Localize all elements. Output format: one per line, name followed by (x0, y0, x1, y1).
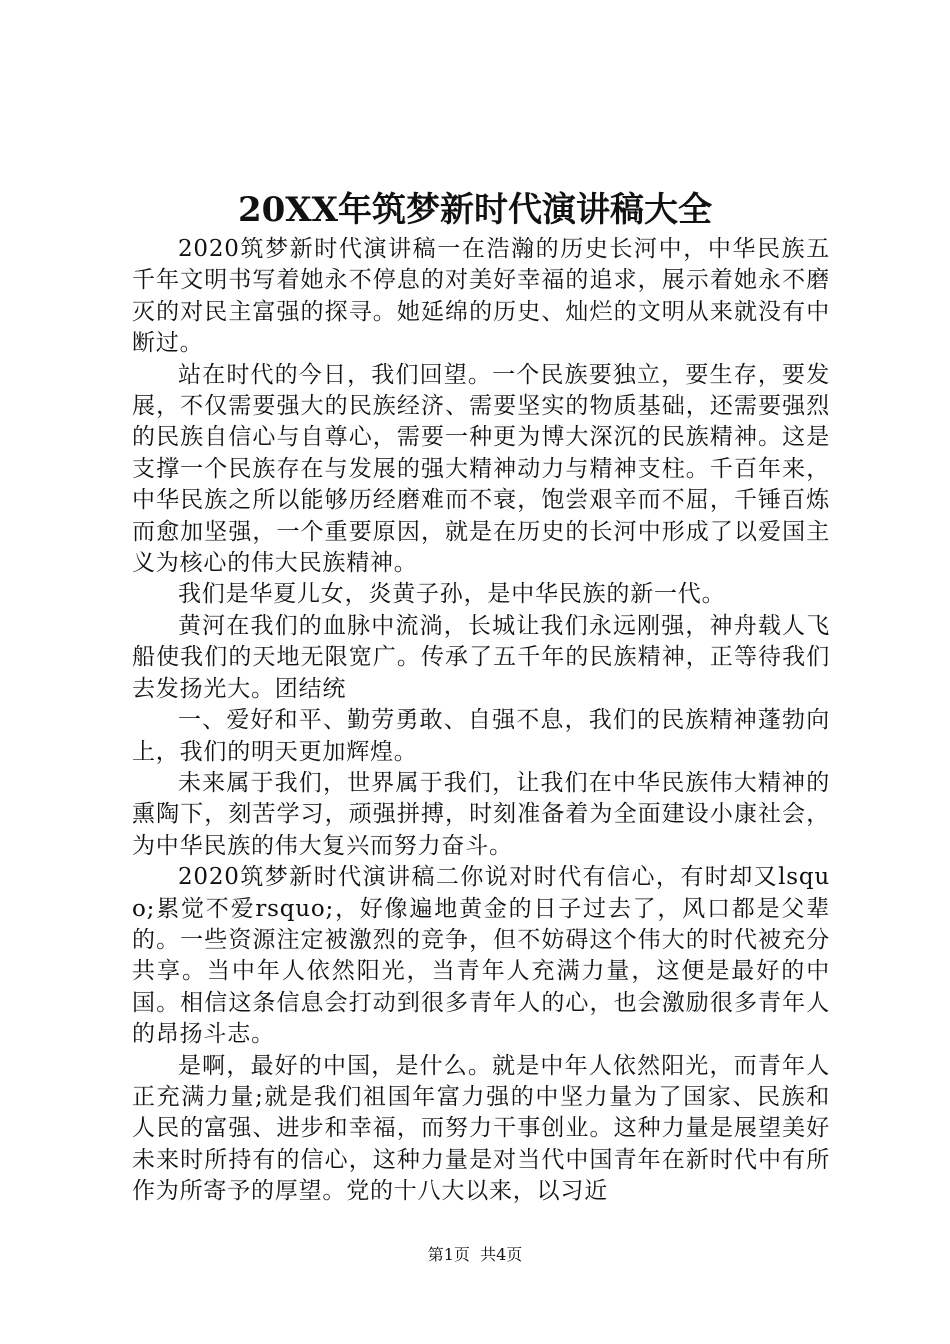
paragraph: 一、爱好和平、勤劳勇敢、自强不息，我们的民族精神蓬勃向上，我们的明天更加辉煌。 (132, 707, 830, 765)
paragraph: 未来属于我们，世界属于我们，让我们在中华民族伟大精神的熏陶下，刻苦学习，顽强拼搏，时刻准备着为全面建设小康社会，为中华民族的伟大复兴而努力奋斗。 (132, 769, 830, 859)
footer-spacer (470, 1245, 480, 1264)
paragraph: 站在时代的今日，我们回望。一个民族要独立，要生存，要发展，不仅需要强大的民族经济、需要坚实的物质基础，还需要强烈的民族自信心与自尊心，需要一种更为博大深沉的民族精神。这是支撑一个民族存在与发展的强大精神动力与精神支柱。千百年来，中华民族之所以能够历经磨难而不衰，饱尝艰辛而不屈，千锤百炼而愈加坚强，一个重要原因，就是在历史的长河中形成了以爱国主义为核心的伟大民族精神。 (132, 361, 830, 577)
paragraph: 是啊，最好的中国，是什么。就是中年人依然阳光，而青年人正充满力量;就是我们祖国年富力强的中坚力量为了国家、民族和人民的富强、进步和幸福，而努力干事创业。这种力量是展望美好未来时所持有的信心，这种力量是对当代中国青年在新时代中有所作为所寄予的厚望。党的十八大以来，以习近 (132, 1052, 830, 1205)
paragraph: 2020筑梦新时代演讲稿二你说对时代有信心，有时却又lsquo;累觉不爱rsquo;，好像遍地黄金的日子过去了，风口都是父辈的。一些资源注定被激烈的竞争，但不妨碍这个伟大的时代被充分共享。当中年人依然阳光，当青年人充满力量，这便是最好的中国。相信这条信息会打动到很多青年人的心，也会激励很多青年人的昂扬斗志。 (132, 864, 830, 1048)
page-number: 第1页 (427, 1245, 470, 1264)
paragraph: 2020筑梦新时代演讲稿一在浩瀚的历史长河中，中华民族五千年文明书写着她永不停息的对美好幸福的追求，展示着她永不磨灭的对民主富强的探寻。她延绵的历史、灿烂的文明从来就没有中断过。 (132, 236, 830, 357)
paragraph: 黄河在我们的血脉中流淌，长城让我们永远刚强，神舟载人飞船使我们的天地无限宽广。传承了五千年的民族精神，正等待我们去发扬光大。团结统 (132, 612, 830, 702)
page-total: 共4页 (480, 1245, 523, 1264)
paragraph: 我们是华夏儿女，炎黄子孙，是中华民族的新一代。 (178, 581, 726, 608)
page-footer (0, 1243, 950, 1267)
document-title: 20XX年筑梦新时代演讲稿大全 (237, 190, 713, 230)
document-body (132, 234, 830, 1208)
